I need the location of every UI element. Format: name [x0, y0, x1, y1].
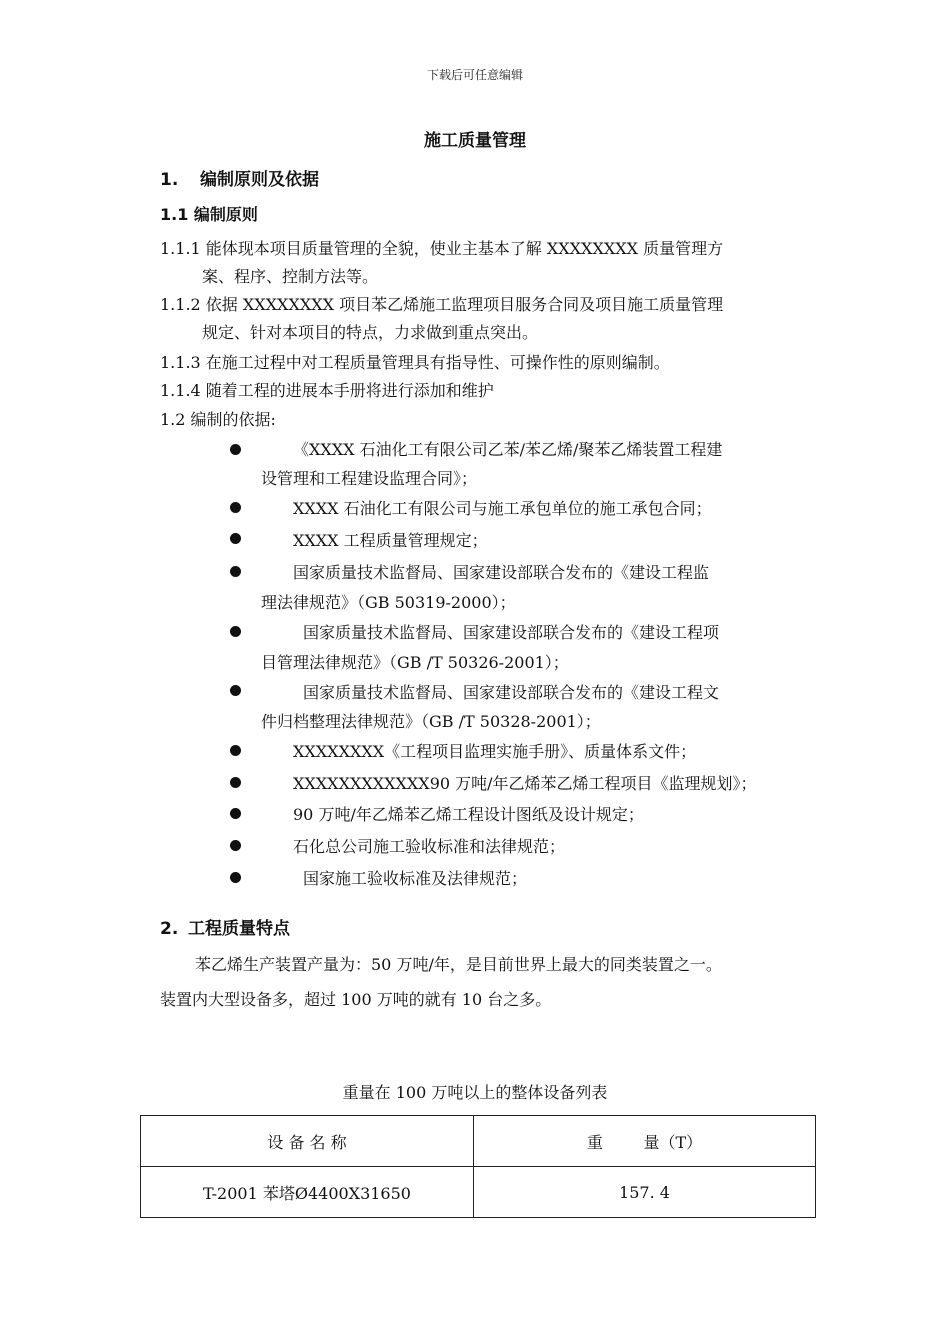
cell-equipment-name: T-2001 苯塔Ø4400X31650: [141, 1167, 474, 1218]
basis-item-8: XXXXXXXXXXXX90 万吨/年乙烯苯乙烯工程项目《监理规划》；: [293, 774, 757, 793]
header-weight: 重 量（T）: [474, 1116, 816, 1167]
cell-weight: 157. 4: [474, 1167, 816, 1218]
bullet-dot: [230, 502, 241, 513]
basis-item-1-line1: 《XXXX 石油化工有限公司乙苯/苯乙烯/聚苯乙烯装置工程建: [293, 440, 723, 459]
item-1-1-4: 1.1.4 随着工程的进展本手册将进行添加和维护: [160, 381, 494, 400]
quality-paragraph-line1: 苯乙烯生产装置产量为：50 万吨/年，是目前世界上最大的同类装置之一。: [195, 955, 722, 974]
quality-paragraph-line2: 装置内大型设备多，超过 100 万吨的就有 10 台之多。: [160, 990, 552, 1009]
item-1-1-2-line2: 规定、针对本项目的特点，力求做到重点突出。: [202, 323, 539, 342]
section-2-title: 工程质量特点: [188, 919, 290, 939]
basis-item-5-line2: 目管理法律规范》（GB /T 50326-2001）；: [261, 653, 569, 672]
subsection-1-1-heading: 1.1 编制原则: [160, 205, 258, 224]
equipment-table: [140, 1115, 816, 1218]
bullet-dot: [230, 745, 241, 756]
section-2-heading: [160, 914, 290, 939]
basis-item-1-line2: 设管理和工程建设监理合同》；: [261, 469, 478, 488]
item-1-1-1-line2: 案、程序、控制方法等。: [202, 267, 379, 286]
page-header: 下载后可任意编辑: [426, 68, 523, 82]
bullet-dot: [230, 777, 241, 788]
bullet-dot: [230, 840, 241, 851]
bullet-dot: [230, 685, 241, 696]
item-1-1-1-line1: 1.1.1 能体现本项目质量管理的全貌，使业主基本了解 XXXXXXXX 质量管理方: [160, 239, 724, 258]
bullet-dot: [230, 808, 241, 819]
basis-item-11: 国家施工验收标准及法律规范；: [303, 869, 528, 888]
basis-item-5-line1: 国家质量技术监督局、国家建设部联合发布的《建设工程项: [303, 623, 720, 642]
subsection-1-2-heading: 1.2 编制的依据:: [160, 410, 276, 429]
section-2-number: 2.: [160, 919, 179, 939]
basis-item-3: XXXX 工程质量管理规定；: [293, 531, 488, 550]
table-row: [141, 1167, 816, 1218]
item-1-1-3: 1.1.3 在施工过程中对工程质量管理具有指导性、可操作性的原则编制。: [160, 353, 670, 372]
section-1-title: 编制原则及依据: [200, 170, 319, 190]
basis-item-6-line2: 件归档整理法律规范》（GB /T 50328-2001）；: [261, 712, 601, 731]
basis-item-4-line1: 国家质量技术监督局、国家建设部联合发布的《建设工程监: [293, 563, 710, 582]
basis-item-9: 90 万吨/年乙烯苯乙烯工程设计图纸及设计规定；: [293, 805, 644, 824]
section-1-number: 1.: [160, 170, 179, 190]
basis-item-7: XXXXXXXX《工程项目监理实施手册》、质量体系文件；: [293, 742, 697, 761]
table-header-row: [141, 1116, 816, 1167]
basis-item-2: XXXX 石油化工有限公司与施工承包单位的施工承包合同；: [293, 499, 712, 518]
basis-item-4-line2: 理法律规范》（GB 50319-2000）；: [261, 593, 516, 612]
bullet-dot: [230, 566, 241, 577]
table-caption: 重量在 100 万吨以上的整体设备列表: [342, 1083, 608, 1102]
bullet-dot: [230, 872, 241, 883]
bullet-dot: [230, 533, 241, 544]
bullet-dot: [230, 626, 241, 637]
item-1-1-2-line1: 1.1.2 依据 XXXXXXXX 项目苯乙烯施工监理项目服务合同及项目施工质量管理: [160, 295, 724, 314]
bullet-dot: [230, 444, 241, 455]
basis-item-6-line1: 国家质量技术监督局、国家建设部联合发布的《建设工程文: [303, 683, 720, 702]
basis-item-10: 石化总公司施工验收标准和法律规范；: [293, 837, 566, 856]
section-1-heading: [160, 165, 319, 190]
header-equipment-name: 设 备 名 称: [141, 1116, 474, 1167]
document-title: 施工质量管理: [424, 131, 526, 151]
